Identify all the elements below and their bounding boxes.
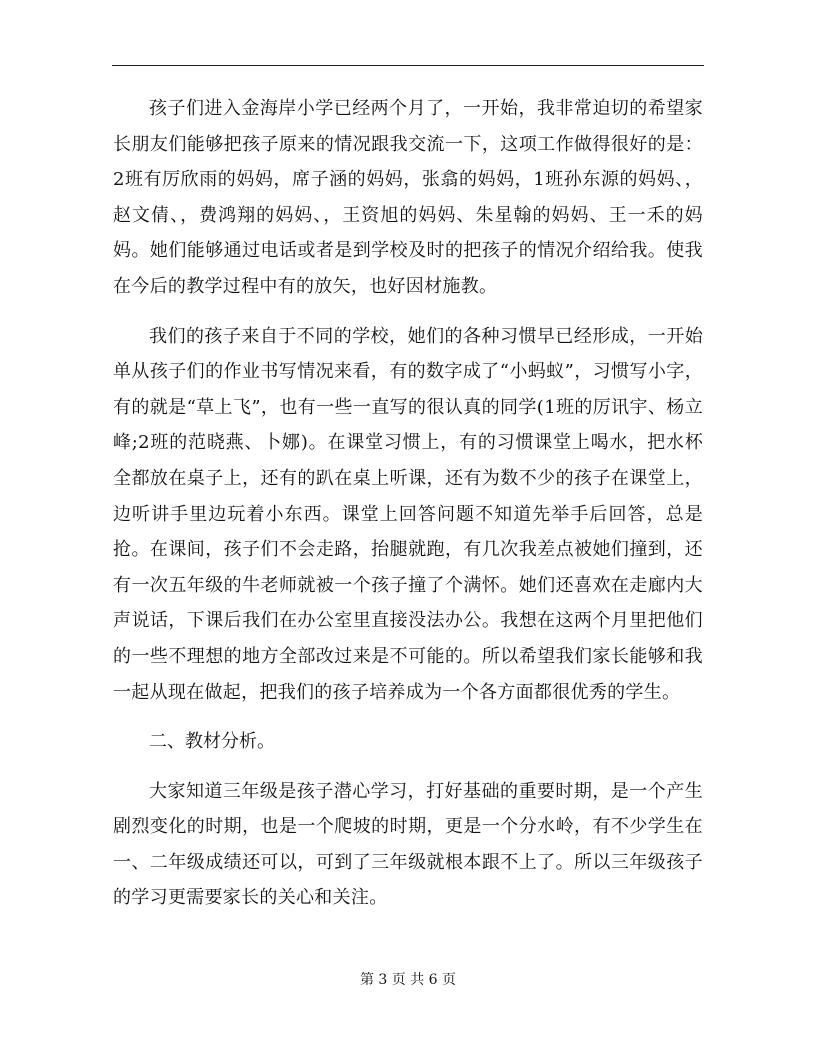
page-number-footer: 第 3 页 共 6 页: [359, 972, 457, 988]
document-body: [113, 91, 703, 930]
paragraph-parent-communication: 孩子们进入金海岸小学已经两个月了，一开始，我非常迫切的希望家长朋友们能够把孩子原来的情况跟我交流一下，这项工作做得很好的是：2班有厉欣雨的妈妈，席子涵的妈妈，张翕的妈妈，1班孙东源的妈妈、，赵文倩、，费鸿翔的妈妈、，王资旭的妈妈、朱星翰的妈妈、王一禾的妈妈。她们能够通过电话或者是到学校及时的把孩子的情况介绍给我。使我在今后的教学过程中有的放矢，也好因材施教。: [113, 98, 703, 297]
paragraph-grade-three-importance: 大家知道三年级是孩子潜心学习，打好基础的重要时期，是一个产生剧烈变化的时期，也是一个爬坡的时期，更是一个分水岭，有不少学生在一、二年级成绩还可以，可到了三年级就根本跟不上了。所以三年级孩子的学习更需要家长的关心和关注。: [113, 780, 703, 909]
paragraph-student-habits: 我们的孩子来自于不同的学校，她们的各种习惯早已经形成，一开始单从孩子们的作业书写情况来看，有的数字成了“小蚂蚁”，习惯写小字，有的就是“草上飞”，也有一些一直写的很认真的同学(1班的厉讯宇、杨立峰;2班的范晓燕、卜娜)。在课堂习惯上，有的习惯课堂上喝水，把水杯全都放在桌子上，还有的趴在桌上听课，还有为数不少的孩子在课堂上，边听讲手里边玩着小东西。课堂上回答问题不知道先举手后回答，总是抢。在课间，孩子们不会走路，抬腿就跑，有几次我差点被她们撞到，还有一次五年级的牛老师就被一个孩子撞了个满怀。她们还喜欢在走廊内大声说话，下课后我们在办公室里直接没法办公。我想在这两个月里把他们的一些不理想的地方全部改过来是不可能的。所以希望我们家长能够和我一起从现在做起，把我们的孩子培养成为一个各方面都很优秀的学生。: [113, 325, 703, 703]
section-heading-textbook-analysis: 二、教材分析。: [149, 731, 275, 753]
header-rule: [112, 65, 704, 66]
